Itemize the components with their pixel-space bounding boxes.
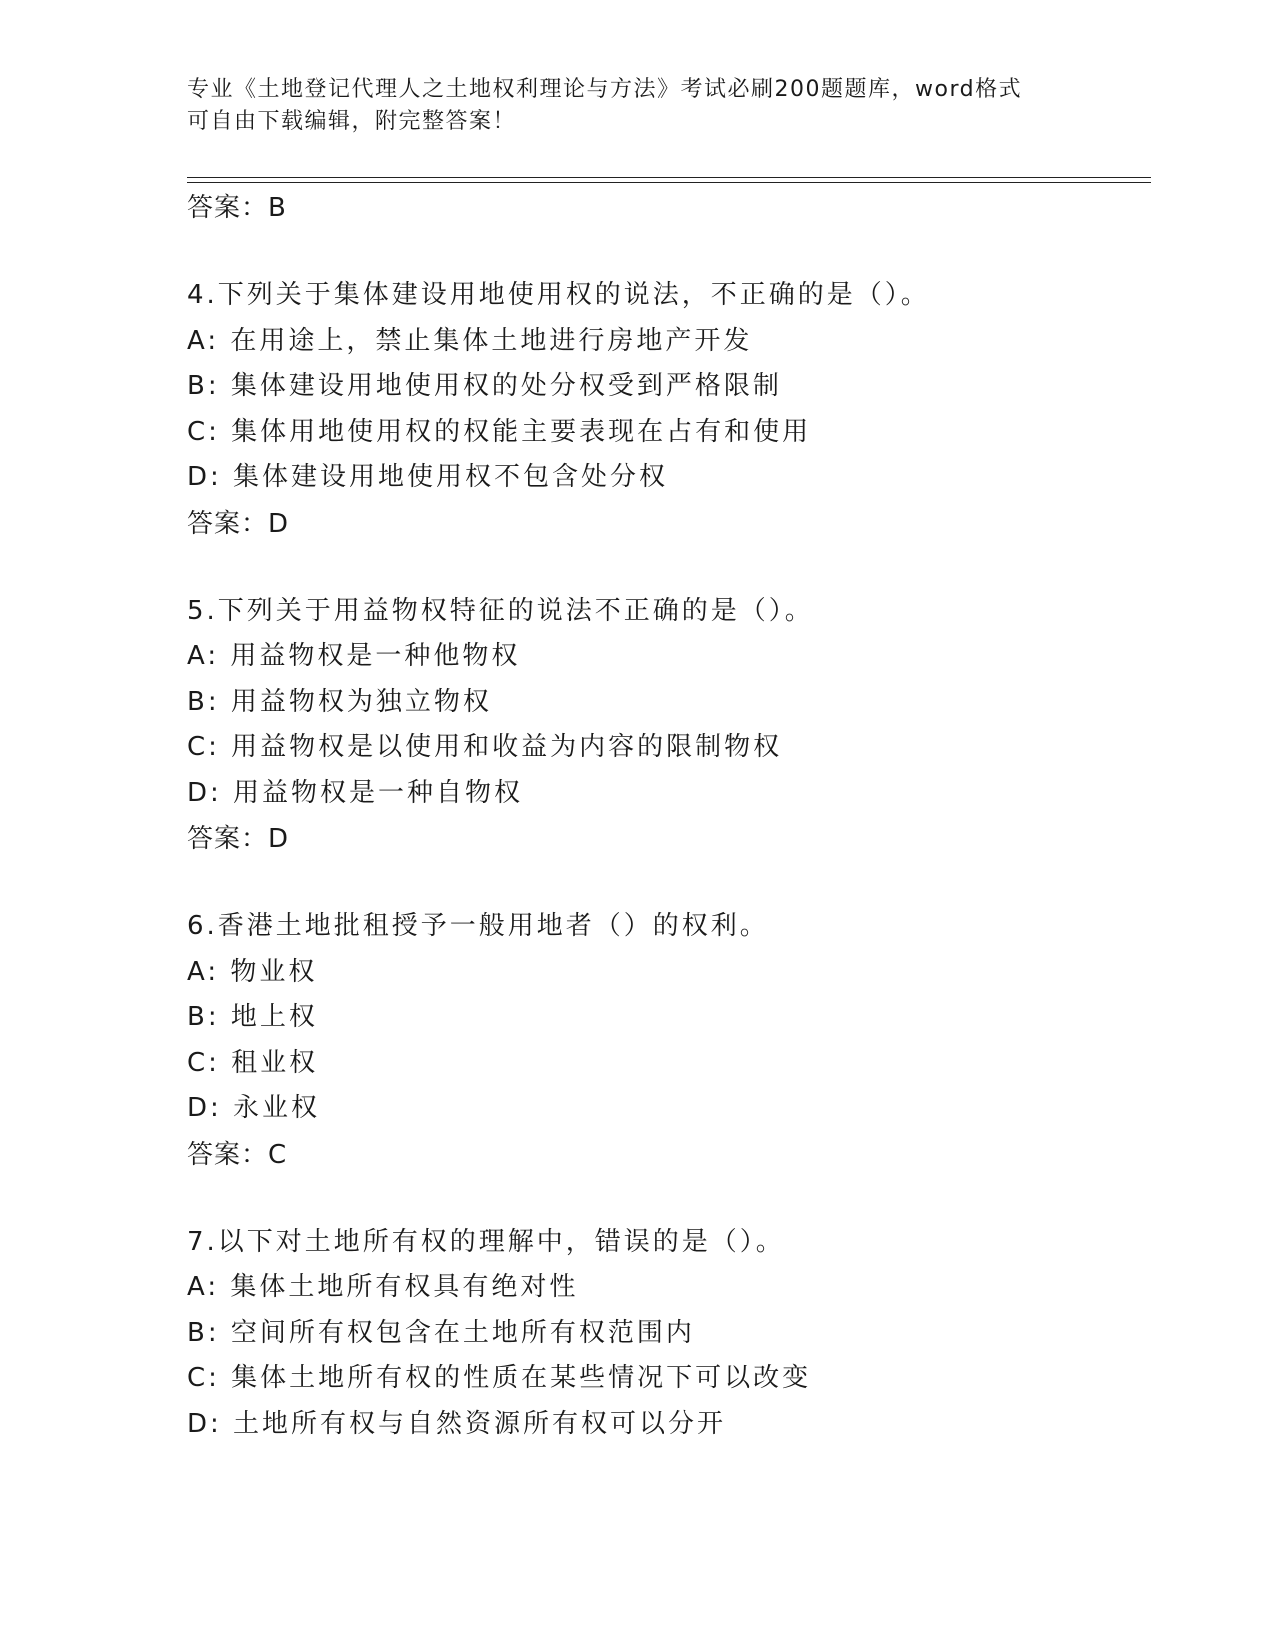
answer-line: 答案：B xyxy=(187,193,287,223)
question-4 xyxy=(187,273,1151,547)
question-stem: 4.下列关于集体建设用地使用权的说法，不正确的是（）。 xyxy=(187,280,930,310)
option-b: B: 空间所有权包含在土地所有权范围内 xyxy=(187,1317,695,1348)
option-b: B: 集体建设用地使用权的处分权受到严格限制 xyxy=(187,371,782,401)
option-d: D: 永业权 xyxy=(187,1093,321,1123)
header-divider-top xyxy=(187,177,1151,178)
header-divider-bottom xyxy=(187,182,1151,183)
question-stem: 6.香港土地批租授予一般用地者（）的权利。 xyxy=(187,911,769,941)
question-stem: 7.以下对土地所有权的理解中，错误的是（）。 xyxy=(187,1226,785,1257)
header-line-1: 专业《土地登记代理人之土地权利理论与方法》考试必刷200题题库，word格式 xyxy=(187,77,1023,102)
question-stem: 5.下列关于用益物权特征的说法不正确的是（）。 xyxy=(187,595,814,626)
option-d: D: 土地所有权与自然资源所有权可以分开 xyxy=(187,1408,727,1439)
option-a: A: 集体土地所有权具有绝对性 xyxy=(187,1272,579,1302)
option-b: B: 用益物权为独立物权 xyxy=(187,686,492,717)
question-5 xyxy=(187,589,1151,863)
option-c: C: 用益物权是以使用和收益为内容的限制物权 xyxy=(187,732,783,762)
question-6 xyxy=(187,904,1151,1178)
question-7 xyxy=(187,1220,1151,1448)
option-c: C: 集体土地所有权的性质在某些情况下可以改变 xyxy=(187,1363,812,1393)
header-line-2: 可自由下载编辑，附完整答案！ xyxy=(187,109,517,134)
option-b: B: 地上权 xyxy=(187,1002,318,1032)
answer-line: 答案：D xyxy=(187,824,290,854)
option-a: A: 用益物权是一种他物权 xyxy=(187,641,521,671)
answer-line: 答案：D xyxy=(187,508,290,539)
option-c: C: 租业权 xyxy=(187,1047,319,1078)
option-a: A: 在用途上，禁止集体土地进行房地产开发 xyxy=(187,325,753,356)
document-header xyxy=(187,74,1087,138)
option-c: C: 集体用地使用权的权能主要表现在占有和使用 xyxy=(187,416,812,447)
answer-line: 答案：C xyxy=(187,1139,288,1170)
option-a: A: 物业权 xyxy=(187,956,318,987)
document-body xyxy=(187,185,1151,1447)
option-d: D: 集体建设用地使用权不包含处分权 xyxy=(187,462,669,492)
option-d: D: 用益物权是一种自物权 xyxy=(187,777,524,808)
